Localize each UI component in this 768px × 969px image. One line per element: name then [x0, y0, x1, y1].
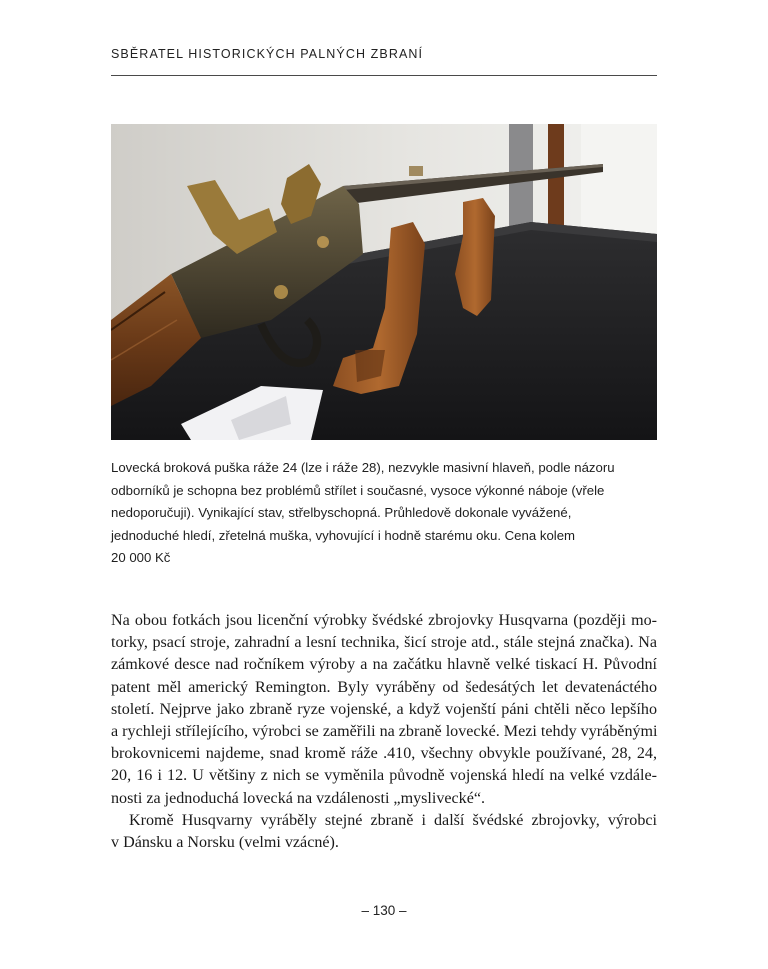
caption-line: Lovecká broková puška ráže 24 (lze i ráže 28), nezvykle masivní hlaveň, podle názoru — [111, 460, 615, 475]
paragraph-2 — [111, 810, 657, 854]
text-line: zámkové desce nad ročníkem výroby a na začátku hlavně velké tiskací H. Původní — [111, 656, 657, 674]
body-text — [111, 610, 657, 854]
rifle-photo — [111, 124, 657, 440]
text-line: a rychleji střílejícího, výrobci se zaměřili na zbraně lovecké. Mezi tehdy vyráběnými — [111, 722, 658, 740]
text-line: patent měl americký Remington. Byly vyráběny od šedesátých let devatenáctého — [111, 678, 657, 696]
caption-line: odborníků je schopna bez problémů střílet i současné, vysoce výkonné náboje (vřele — [111, 482, 605, 498]
header-rule — [111, 75, 657, 76]
page-number: – 130 – — [361, 903, 407, 918]
text-line: Kromě Husqvarny vyráběly stejné zbraně i další švédské zbrojovky, výrobci — [129, 811, 657, 829]
caption-line: 20 000 Kč — [111, 550, 171, 565]
caption-line: jednoduché hledí, zřetelná muška, vyhovující i hodně starému oku. Cena kolem — [111, 527, 576, 543]
text-line: brokovnicemi najdeme, snad kromě ráže .410, všechny obvykle používané, 28, 24, — [111, 745, 657, 763]
text-line: torky, psací stroje, zahradní a lesní technika, šicí stroje atd., stále stejná značka). Na — [111, 634, 657, 652]
text-line: v Dánsku a Norsku (velmi vzácné). — [111, 833, 339, 851]
figure-caption — [111, 457, 657, 570]
text-line: nosti za jednoduchá lovecká na vzdálenosti „myslivecké“. — [111, 789, 486, 807]
running-title: SBĚRATEL HISTORICKÝCH PALNÝCH ZBRANÍ — [111, 47, 424, 61]
paragraph-1 — [111, 610, 657, 810]
text-line: 20, 16 i 12. U většiny z nich se vyměnila původně vojenská hledí na velké vzdále- — [111, 767, 657, 785]
caption-line: nedoporučuji). Vynikající stav, střelbyschopná. Průhledově dokonale vyvážené, — [111, 505, 572, 520]
text-line: století. Nejprve jako zbraně ryze vojenské, a když vojenští páni chtěli něco lepšího — [111, 700, 657, 718]
text-line: Na obou fotkách jsou licenční výrobky švédské zbrojovky Husqvarna (později mo- — [111, 612, 657, 629]
